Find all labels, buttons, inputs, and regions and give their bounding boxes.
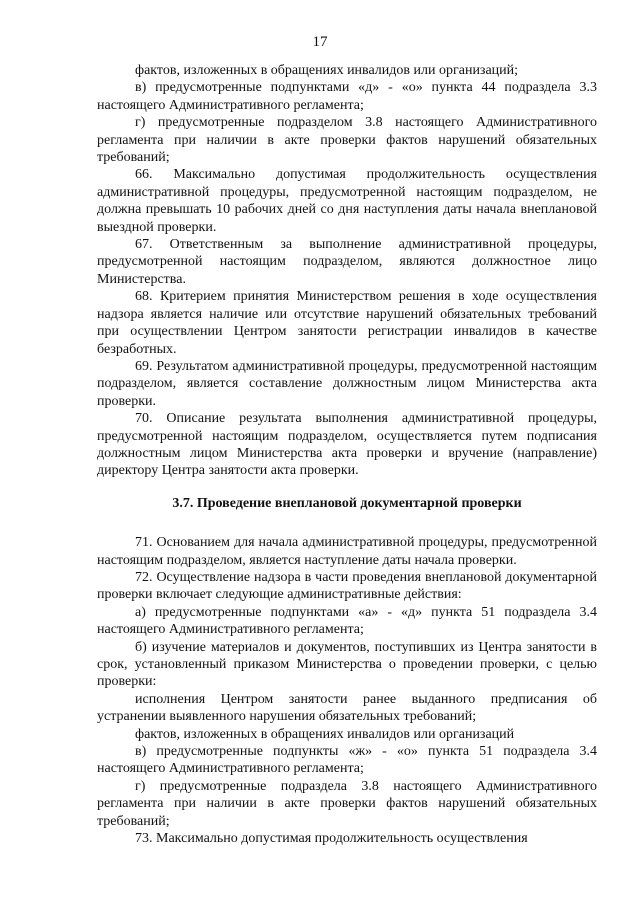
paragraph: 70. Описание результата выполнения административной процедуры, предусмотренной настоящим подразделом, осуществляется путем подписания должностным лицом Министерства акта проверки и вручение (направление) директору Центра занятости акта проверки. (97, 411, 597, 479)
paragraph: г) предусмотренные подраздела 3.8 настоящего Административного регламента при наличии в акте проверки фактов нарушений обязательных требований; (97, 778, 597, 829)
paragraph: исполнения Центром занятости ранее выданного предписания об устранении выявленного нарушения обязательных требований; (97, 691, 597, 725)
paragraph: фактов, изложенных в обращениях инвалидов или организаций; (135, 63, 519, 78)
paragraph: в) предусмотренные подпункты «ж» - «о» пункта 51 подраздела 3.4 настоящего Административного регламента; (97, 744, 597, 777)
paragraph: 71. Основанием для начала административной процедуры, предусмотренной настоящим подразделом, является наступление даты начала проверки. (97, 535, 597, 568)
paragraph: 73. Максимально допустимая продолжительность осуществления (135, 831, 528, 847)
paragraph: г) предусмотренные подразделом 3.8 настоящего Административного регламента при наличии в акте проверки фактов нарушений обязательных требований; (97, 115, 597, 166)
document-body (97, 62, 597, 847)
page-number: 17 (312, 34, 328, 50)
section-heading: 3.7. Проведение внеплановой документарной проверки (172, 495, 522, 511)
paragraph: в) предусмотренные подпунктами «д» - «о» пункта 44 подраздела 3.3 настоящего Административного регламента; (97, 80, 597, 113)
paragraph: 69. Результатом административной процедуры, предусмотренной настоящим подразделом, является составление должностным лицом Министерства акта проверки. (97, 358, 597, 409)
paragraph: фактов, изложенных в обращениях инвалидов или организаций (135, 726, 515, 742)
paragraph: а) предусмотренные подпунктами «а» - «д» пункта 51 подраздела 3.4 настоящего Административного регламента; (97, 604, 597, 638)
paragraph: 67. Ответственным за выполнение административной процедуры, предусмотренной настоящим подразделом, являются должностное лицо Министерства. (97, 237, 597, 287)
paragraph: б) изучение материалов и документов, поступивших из Центра занятости в срок, установленный приказом Министерства о проведении проверки, с целью проверки: (97, 639, 597, 690)
paragraph: 66. Максимально допустимая продолжительность осуществления административной процедуры, предусмотренной настоящим подразделом, не должна превышать 10 рабочих дней со дня наступления даты начала внеплановой выездной проверки. (97, 167, 597, 235)
paragraph: 68. Критерием принятия Министерством решения в ходе осуществления надзора является наличие или отсутствие нарушений обязательных требований при осуществлении Центром занятости регистрации инвалидов в качестве безработных. (97, 289, 597, 357)
paragraph: 72. Осуществление надзора в части проведения внеплановой документарной проверки включает следующие административные действия: (97, 569, 597, 603)
